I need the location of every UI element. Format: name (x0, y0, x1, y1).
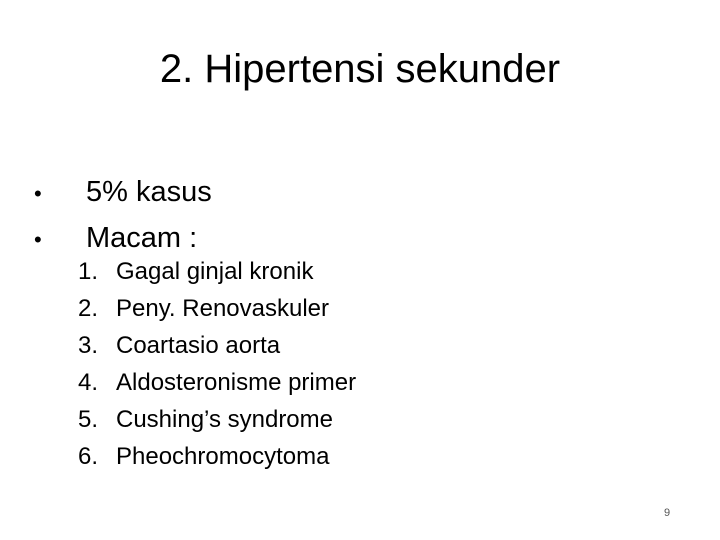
list-item (78, 401, 356, 438)
bullet-icon: • (34, 181, 42, 206)
list-item (78, 438, 356, 475)
list-item (78, 253, 356, 290)
list-number: 3. (78, 332, 99, 359)
list-number: 1. (78, 258, 99, 285)
numbered-list (78, 253, 356, 475)
list-item (78, 364, 356, 401)
list-number: 6. (78, 443, 99, 470)
bullet-item (34, 170, 212, 216)
list-number: 2. (78, 295, 99, 322)
list-text: Coartasio aorta (116, 332, 281, 359)
list-text: Cushing’s syndrome (116, 406, 333, 433)
list-number: 5. (78, 406, 99, 433)
bullet-text: 5% kasus (86, 176, 212, 208)
list-number: 4. (78, 369, 99, 396)
slide-title: 2. Hipertensi sekunder (159, 47, 561, 91)
page-number: 9 (664, 507, 671, 519)
bullet-list (34, 170, 212, 262)
bullet-icon: • (34, 227, 42, 252)
list-text: Aldosteronisme primer (116, 369, 357, 396)
list-item (78, 290, 356, 327)
bullet-text: Macam : (86, 222, 198, 254)
list-text: Gagal ginjal kronik (116, 258, 314, 285)
list-text: Pheochromocytoma (116, 443, 330, 470)
list-item (78, 327, 356, 364)
list-text: Peny. Renovaskuler (116, 295, 329, 322)
